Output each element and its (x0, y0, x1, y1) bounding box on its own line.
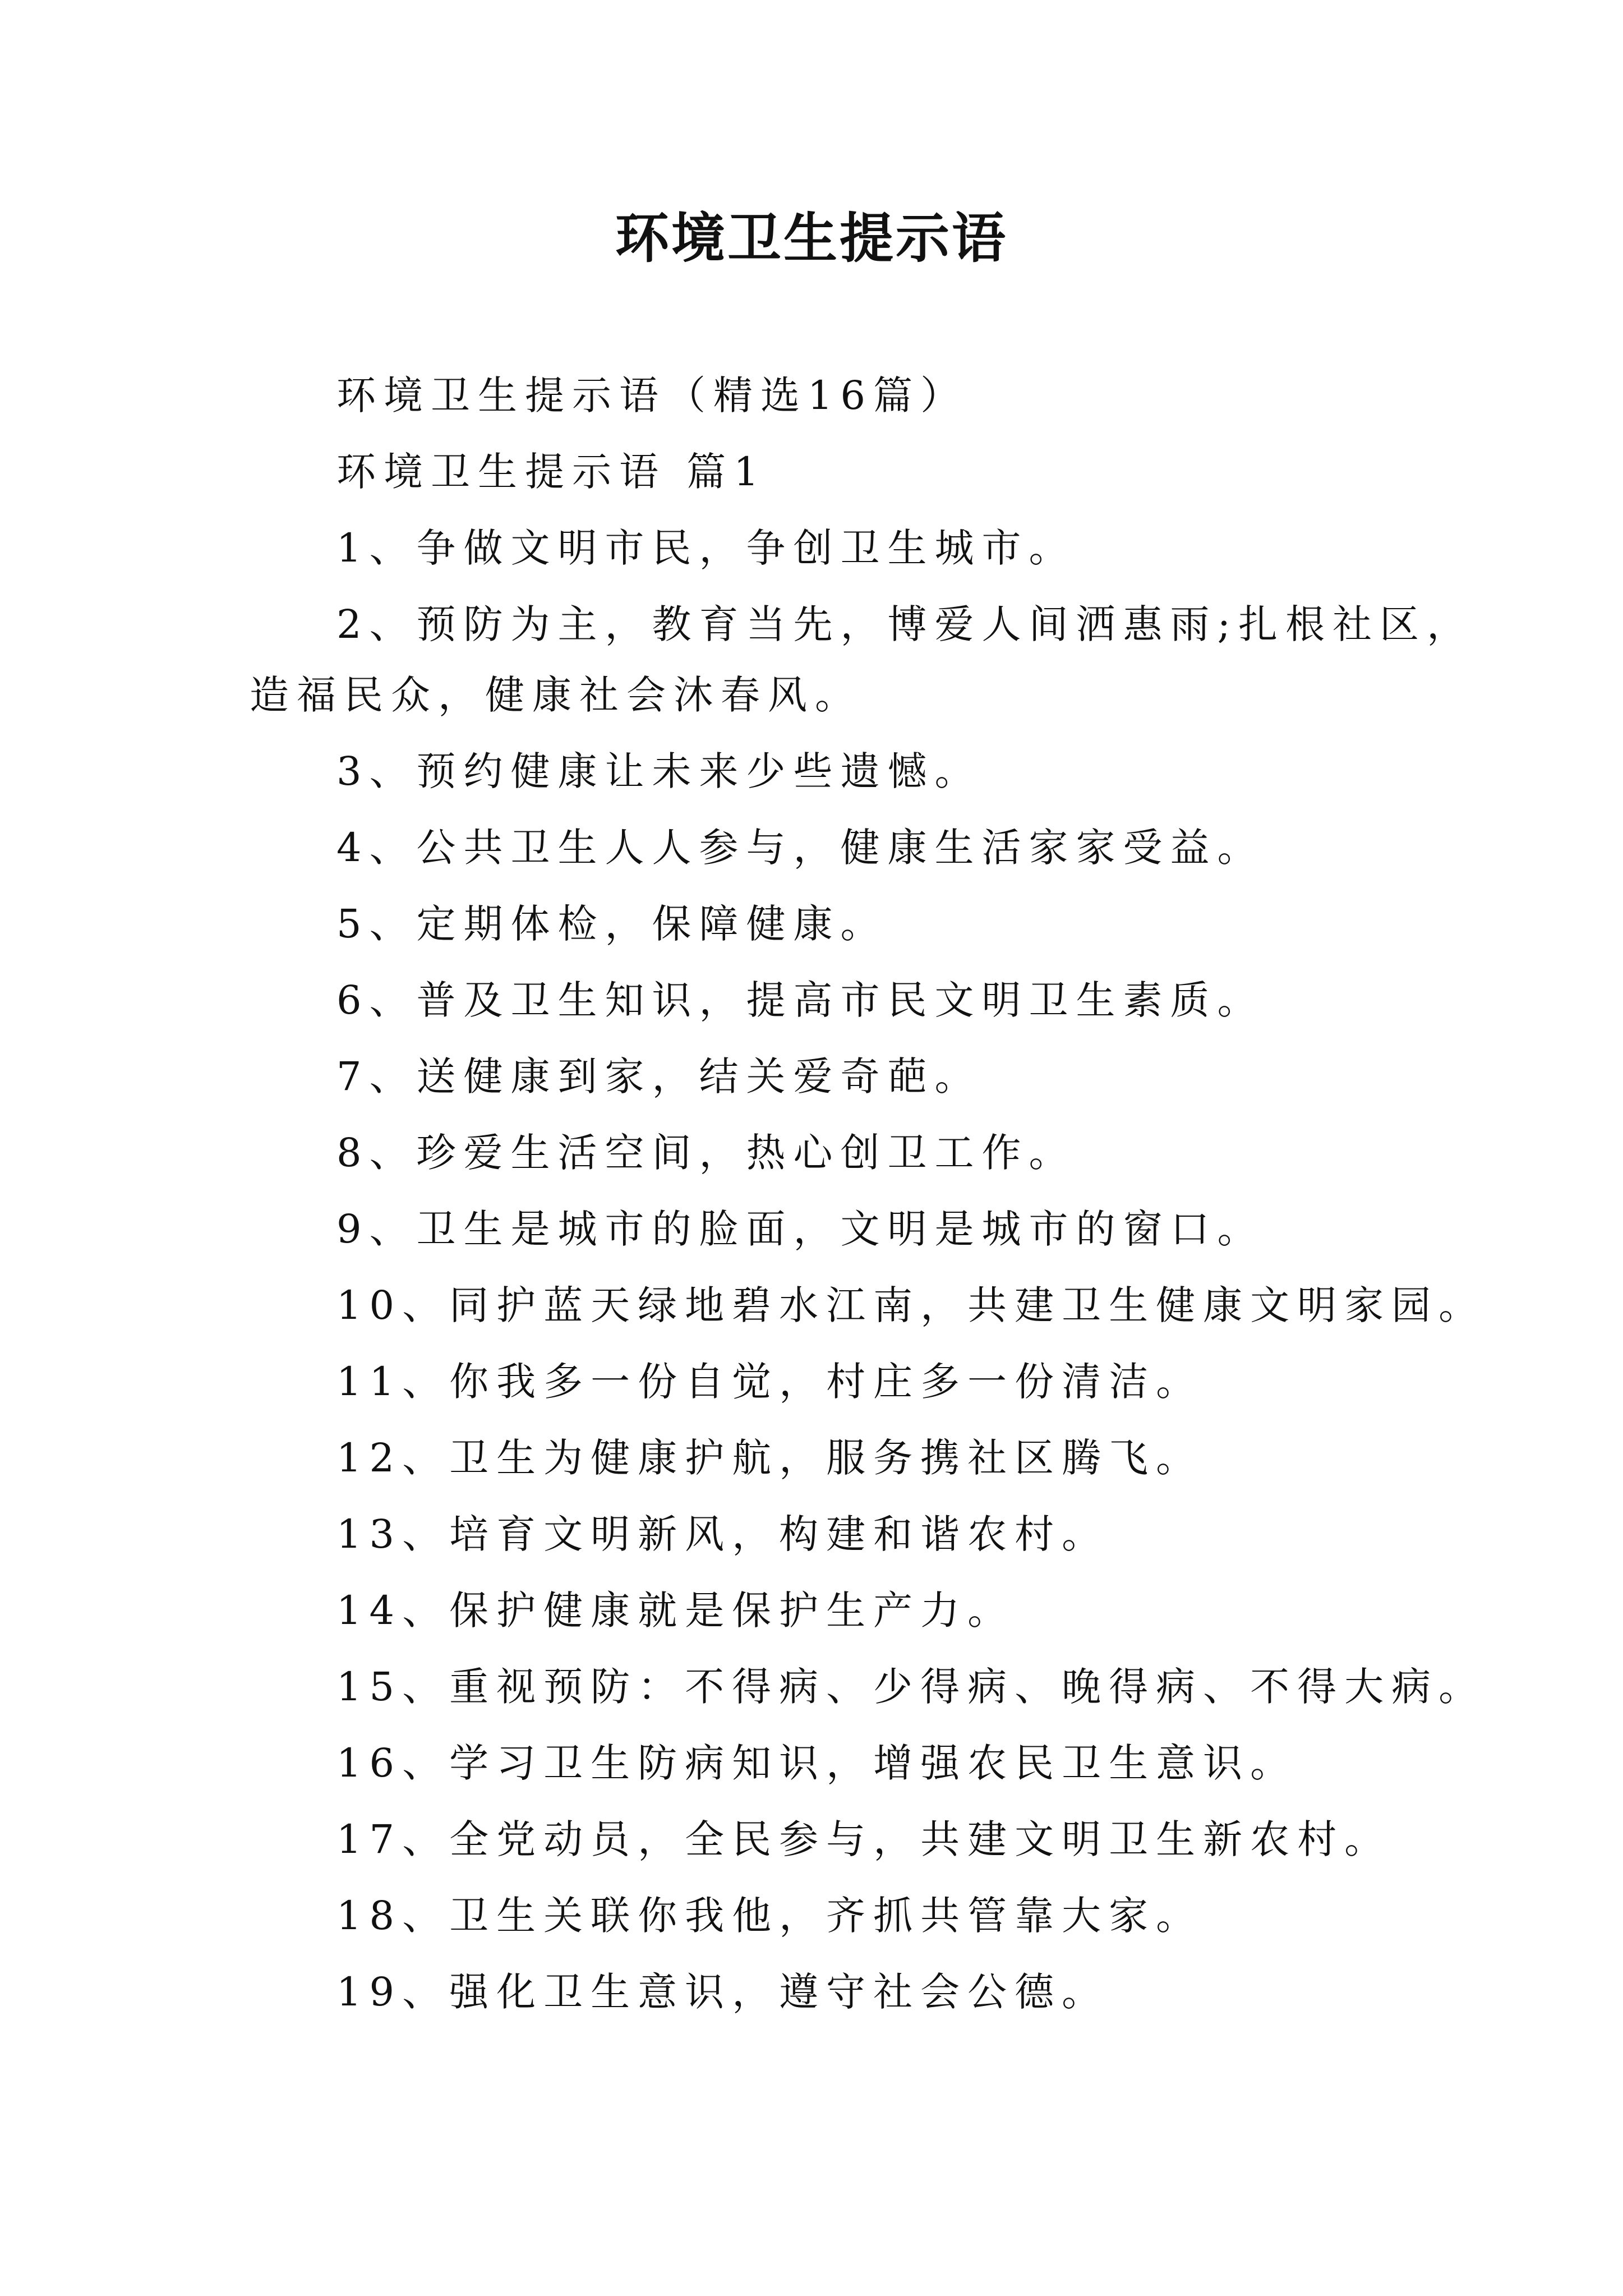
paragraph-item-18: 18、卫生关联你我他，齐抓共管靠大家。 (336, 1893, 1204, 1939)
paragraph-section-heading: 环境卫生提示语 篇1 (336, 449, 767, 495)
paragraph-item-12: 12、卫生为健康护航，服务携社区腾飞。 (336, 1435, 1204, 1481)
paragraph-item-10: 10、同护蓝天绿地碧水江南，共建卫生健康文明家园。 (336, 1282, 1486, 1328)
paragraph-item-1: 1、争做文明市民，争创卫生城市。 (336, 525, 1076, 571)
paragraph-item-2: 2、预防为主，教育当先，博爱人间洒惠雨;扎根社区， (336, 601, 1474, 647)
paragraph-item-5: 5、定期体检，保障健康。 (336, 901, 888, 947)
paragraph-item-14: 14、保护健康就是保护生产力。 (336, 1588, 1015, 1634)
paragraph-subtitle: 环境卫生提示语（精选16篇） (336, 372, 968, 418)
paragraph-item-17: 17、全党动员，全民参与，共建文明卫生新农村。 (336, 1816, 1392, 1862)
paragraph-item-3: 3、预约健康让未来少些遗憾。 (336, 748, 982, 794)
paragraph-item-7: 7、送健康到家，结关爱奇葩。 (336, 1053, 982, 1099)
paragraph-item-4: 4、公共卫生人人参与，健康生活家家受益。 (336, 825, 1265, 871)
document-title: 环境卫生提示语 (615, 206, 1008, 270)
paragraph-item-19: 19、强化卫生意识，遵守社会公德。 (336, 1969, 1109, 2015)
paragraph-item-16: 16、学习卫生防病知识，增强农民卫生意识。 (336, 1740, 1298, 1786)
paragraph-item-15: 15、重视预防：不得病、少得病、晚得病、不得大病。 (336, 1664, 1486, 1710)
document-body (250, 372, 1486, 2046)
paragraph-item-13: 13、培育文明新风，构建和谐农村。 (336, 1511, 1109, 1557)
paragraph-item-6: 6、普及卫生知识，提高市民文明卫生素质。 (336, 977, 1265, 1023)
paragraph-item-8: 8、珍爱生活空间，热心创卫工作。 (336, 1130, 1076, 1176)
paragraph-item-2-continued: 造福民众，健康社会沐春风。 (250, 672, 862, 718)
paragraph-item-9: 9、卫生是城市的脸面，文明是城市的窗口。 (336, 1206, 1265, 1252)
paragraph-item-11: 11、你我多一份自觉，村庄多一份清洁。 (336, 1359, 1204, 1405)
